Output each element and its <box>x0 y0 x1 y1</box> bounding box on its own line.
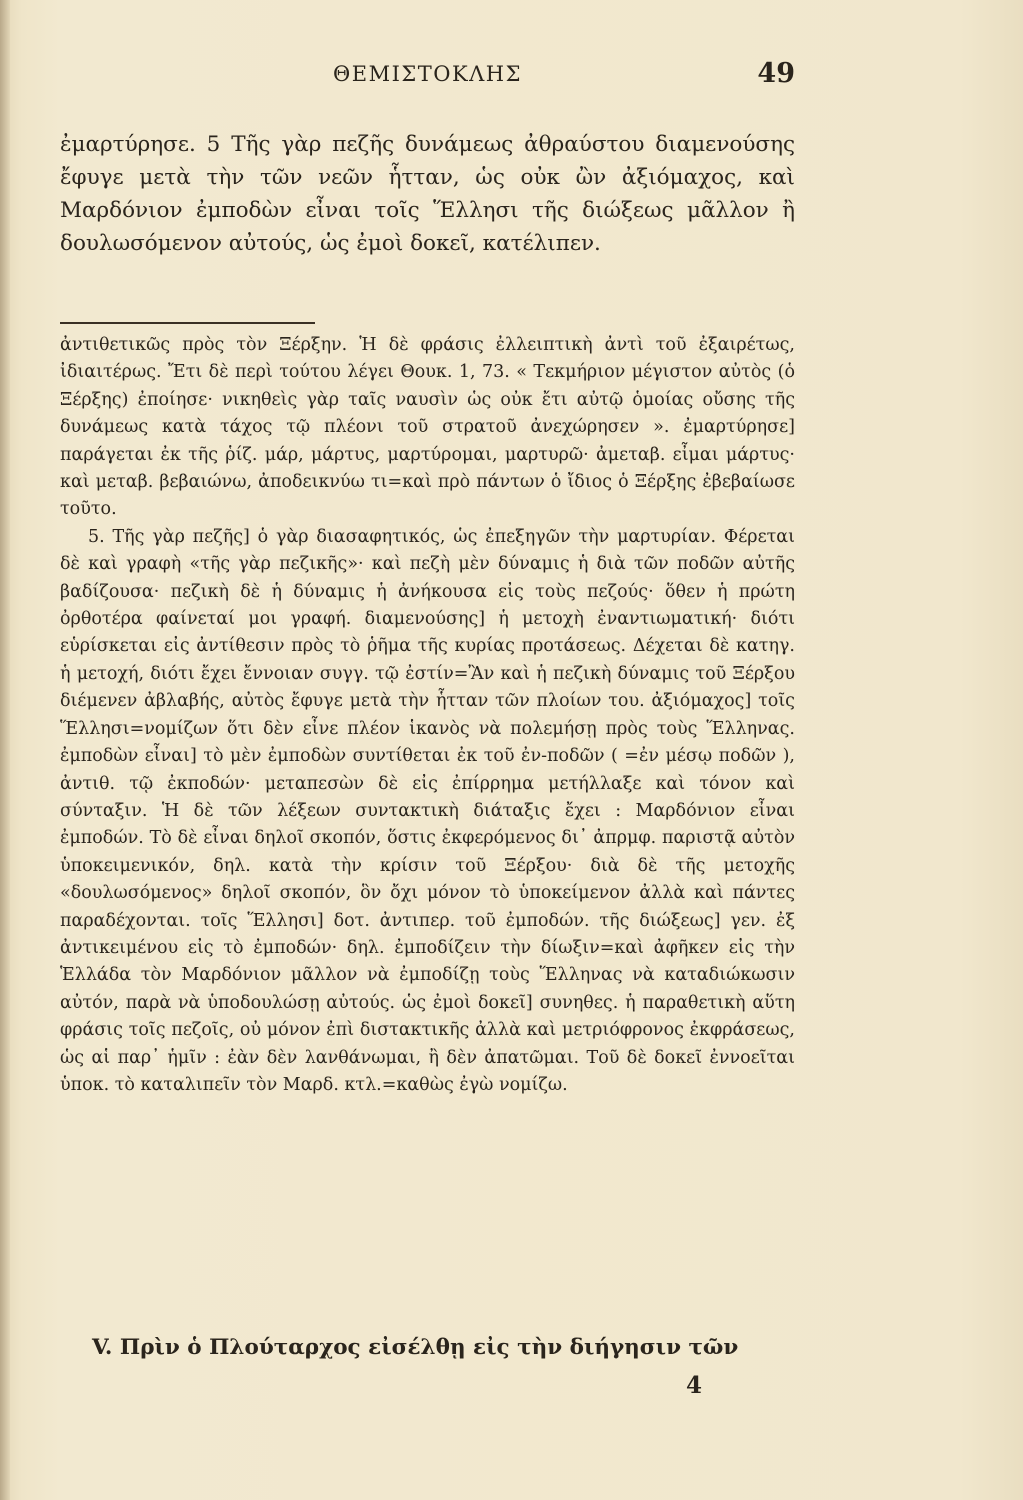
signature-mark: 4 <box>686 1372 703 1399</box>
footnote-paragraph: 5. Τῆς γὰρ πεζῆς] ὁ γὰρ διασαφητικός, ὡς ἐπεξηγῶν τὴν μαρτυρίαν. Φέρεται δὲ καὶ γραφὴ «τῆς γὰρ πεζικῆς»· καὶ πεζὴ μὲν δύναμις ἡ διὰ τῶν ποδῶν αὐτῆς βαδίζουσα· πεζικὴ δὲ ἡ δύναμις ἡ ἀνήκουσα εἰς τοὺς πεζούς· ὅθεν ἡ πρώτη ὀρθοτέρα φαίνεταί μοι γραφή. διαμενούσης] ἡ μετοχὴ ἐναντιωματική· διότι εὑρίσκεται εἰς ἀντίθεσιν πρὸς τὸ ῥῆμα τῆς κυρίας προτάσεως. Δέχεται δὲ κατηγ. ἡ μετοχή, διότι ἔχει ἔννοιαν συγγ. τῷ ἐστίν=Ἂν καὶ ἡ πεζικὴ δύναμις τοῦ Ξέρξου διέμενεν ἀβλαβής, αὐτὸς ἔφυγε μετὰ τὴν ἧτταν τῶν πλοίων του. ἀξιόμαχος] τοῖς Ἕλλησι=νομίζων ὅτι δὲν εἶνε πλέον ἱκανὸς νὰ πολεμήσῃ πρὸς τοὺς Ἕλληνας. ἐμποδὼν εἶναι] τὸ μὲν ἐμποδὼν συντίθεται ἐκ τοῦ ἐν-ποδῶν ( =ἐν μέσῳ ποδῶν ), ἀντιθ. τῷ ἐκποδών· μεταπεσὼν δὲ εἰς ἐπίρρημα μετήλλαξε καὶ τόνον καὶ σύνταξιν. Ἡ δὲ τῶν λέξεων συντακτικὴ διάταξις ἔχει : Μαρδόνιον εἶναι ἐμποδών. Τὸ δὲ εἶναι δηλοῖ σκοπόν, ὅστις ἐκφερόμενος δι᾽ ἀπρμφ. παριστᾷ αὐτὸν ὑποκειμενικόν, δηλ. κατὰ τὴν κρίσιν τοῦ Ξέρξου· διὰ δὲ τῆς μετοχῆς «δουλωσόμενος» δηλοῖ σκοπόν, ὃν ὄχι μόνον τὸ ὑποκείμενον ἀλλὰ καὶ πάντες παραδέχονται. τοῖς Ἕλλησι] δοτ. ἀντιπερ. τοῦ ἐμποδών. τῆς διώξεως] γεν. ἐξ ἀντικειμένου εἰς τὸ ἐμποδών· δηλ. ἐμποδίζειν τὴν δίωξιν=καὶ ἀφῆκεν εἰς τὴν Ἑλλάδα τὸν Μαρδόνιον μᾶλλον νὰ ἐμποδίζῃ τοὺς Ἕλληνας νὰ καταδιώκωσιν αὐτόν, παρὰ νὰ ὑποδουλώσῃ αὐτούς. ὡς ἐμοὶ δοκεῖ] συνηθες. ἡ παραθετικὴ αὕτη φράσις τοῖς πεζοῖς, οὐ μόνον ἐπὶ διστακτικῆς ἀλλὰ καὶ μετριόφρονος ἐκφράσεως, ὡς αἱ παρ᾽ ἡμῖν : ἐὰν δὲν λανθάνωμαι, ἢ δὲν ἀπατῶμαι. Τοῦ δὲ δοκεῖ ἐννοεῖται ὑποκ. τὸ καταλιπεῖν τὸν Μαρδ. κτλ.=καθὼς ἐγὼ νομίζω. <box>60 526 795 1095</box>
page-header <box>60 58 795 92</box>
main-text-paragraph: ἐμαρτύρησε. 5 Τῆς γὰρ πεζῆς δυνάμεως ἀθραύστου διαμενούσης ἔφυγε μετὰ τὴν τῶν νεῶν ἧτταν, ὡς οὐκ ὢν ἀξιόμαχος, καὶ Μαρδόνιον ἐμποδὼν εἶναι τοῖς Ἕλλησι τῆς διώξεως μᾶλλον ἢ δουλωσόμενον αὐτούς, ὡς ἐμοὶ δοκεῖ, κατέλιπεν. <box>60 132 795 256</box>
footnotes <box>60 332 795 1099</box>
page-number: 49 <box>757 58 795 89</box>
footnote-separator-rule <box>60 322 315 324</box>
footnote-paragraph: ἀντιθετικῶς πρὸς τὸν Ξέρξην. Ἡ δὲ φράσις ἐλλειπτικὴ ἀντὶ τοῦ ἐξαιρέτως, ἰδιαιτέρως. Ἔτι δὲ περὶ τούτου λέγει Θουκ. 1, 73. « Τεκμήριον μέγιστον αὐτὸς (ὁ Ξέρξης) ἐποίησε· νικηθεὶς γὰρ ταῖς ναυσὶν ὡς οὐκ ἔτι αὐτῷ ὁμοίας οὔσης τῆς δυνάμεως κατὰ τάχος τῷ πλέονι τοῦ στρατοῦ ἀνεχώρησεν ». ἐμαρτύρησε] παράγεται ἐκ τῆς ῥίζ. μάρ, μάρτυς, μαρτύρομαι, μαρτυρῶ· ἀμεταβ. εἶμαι μάρτυς· καὶ μεταβ. βεβαιώνω, ἀποδεικνύω τι=καὶ πρὸ πάντων ὁ ἴδιος ὁ Ξέρξης ἐβεβαίωσε τοῦτο. <box>60 335 795 520</box>
running-title: ΘΕΜΙΣΤΟΚΛΗΣ <box>333 62 522 86</box>
section-heading: V. Πρὶν ὁ Πλούταρχος εἰσέλθῃ εἰς τὴν διήγησιν τῶν <box>92 1335 739 1360</box>
page-binding-edge <box>0 0 10 1500</box>
